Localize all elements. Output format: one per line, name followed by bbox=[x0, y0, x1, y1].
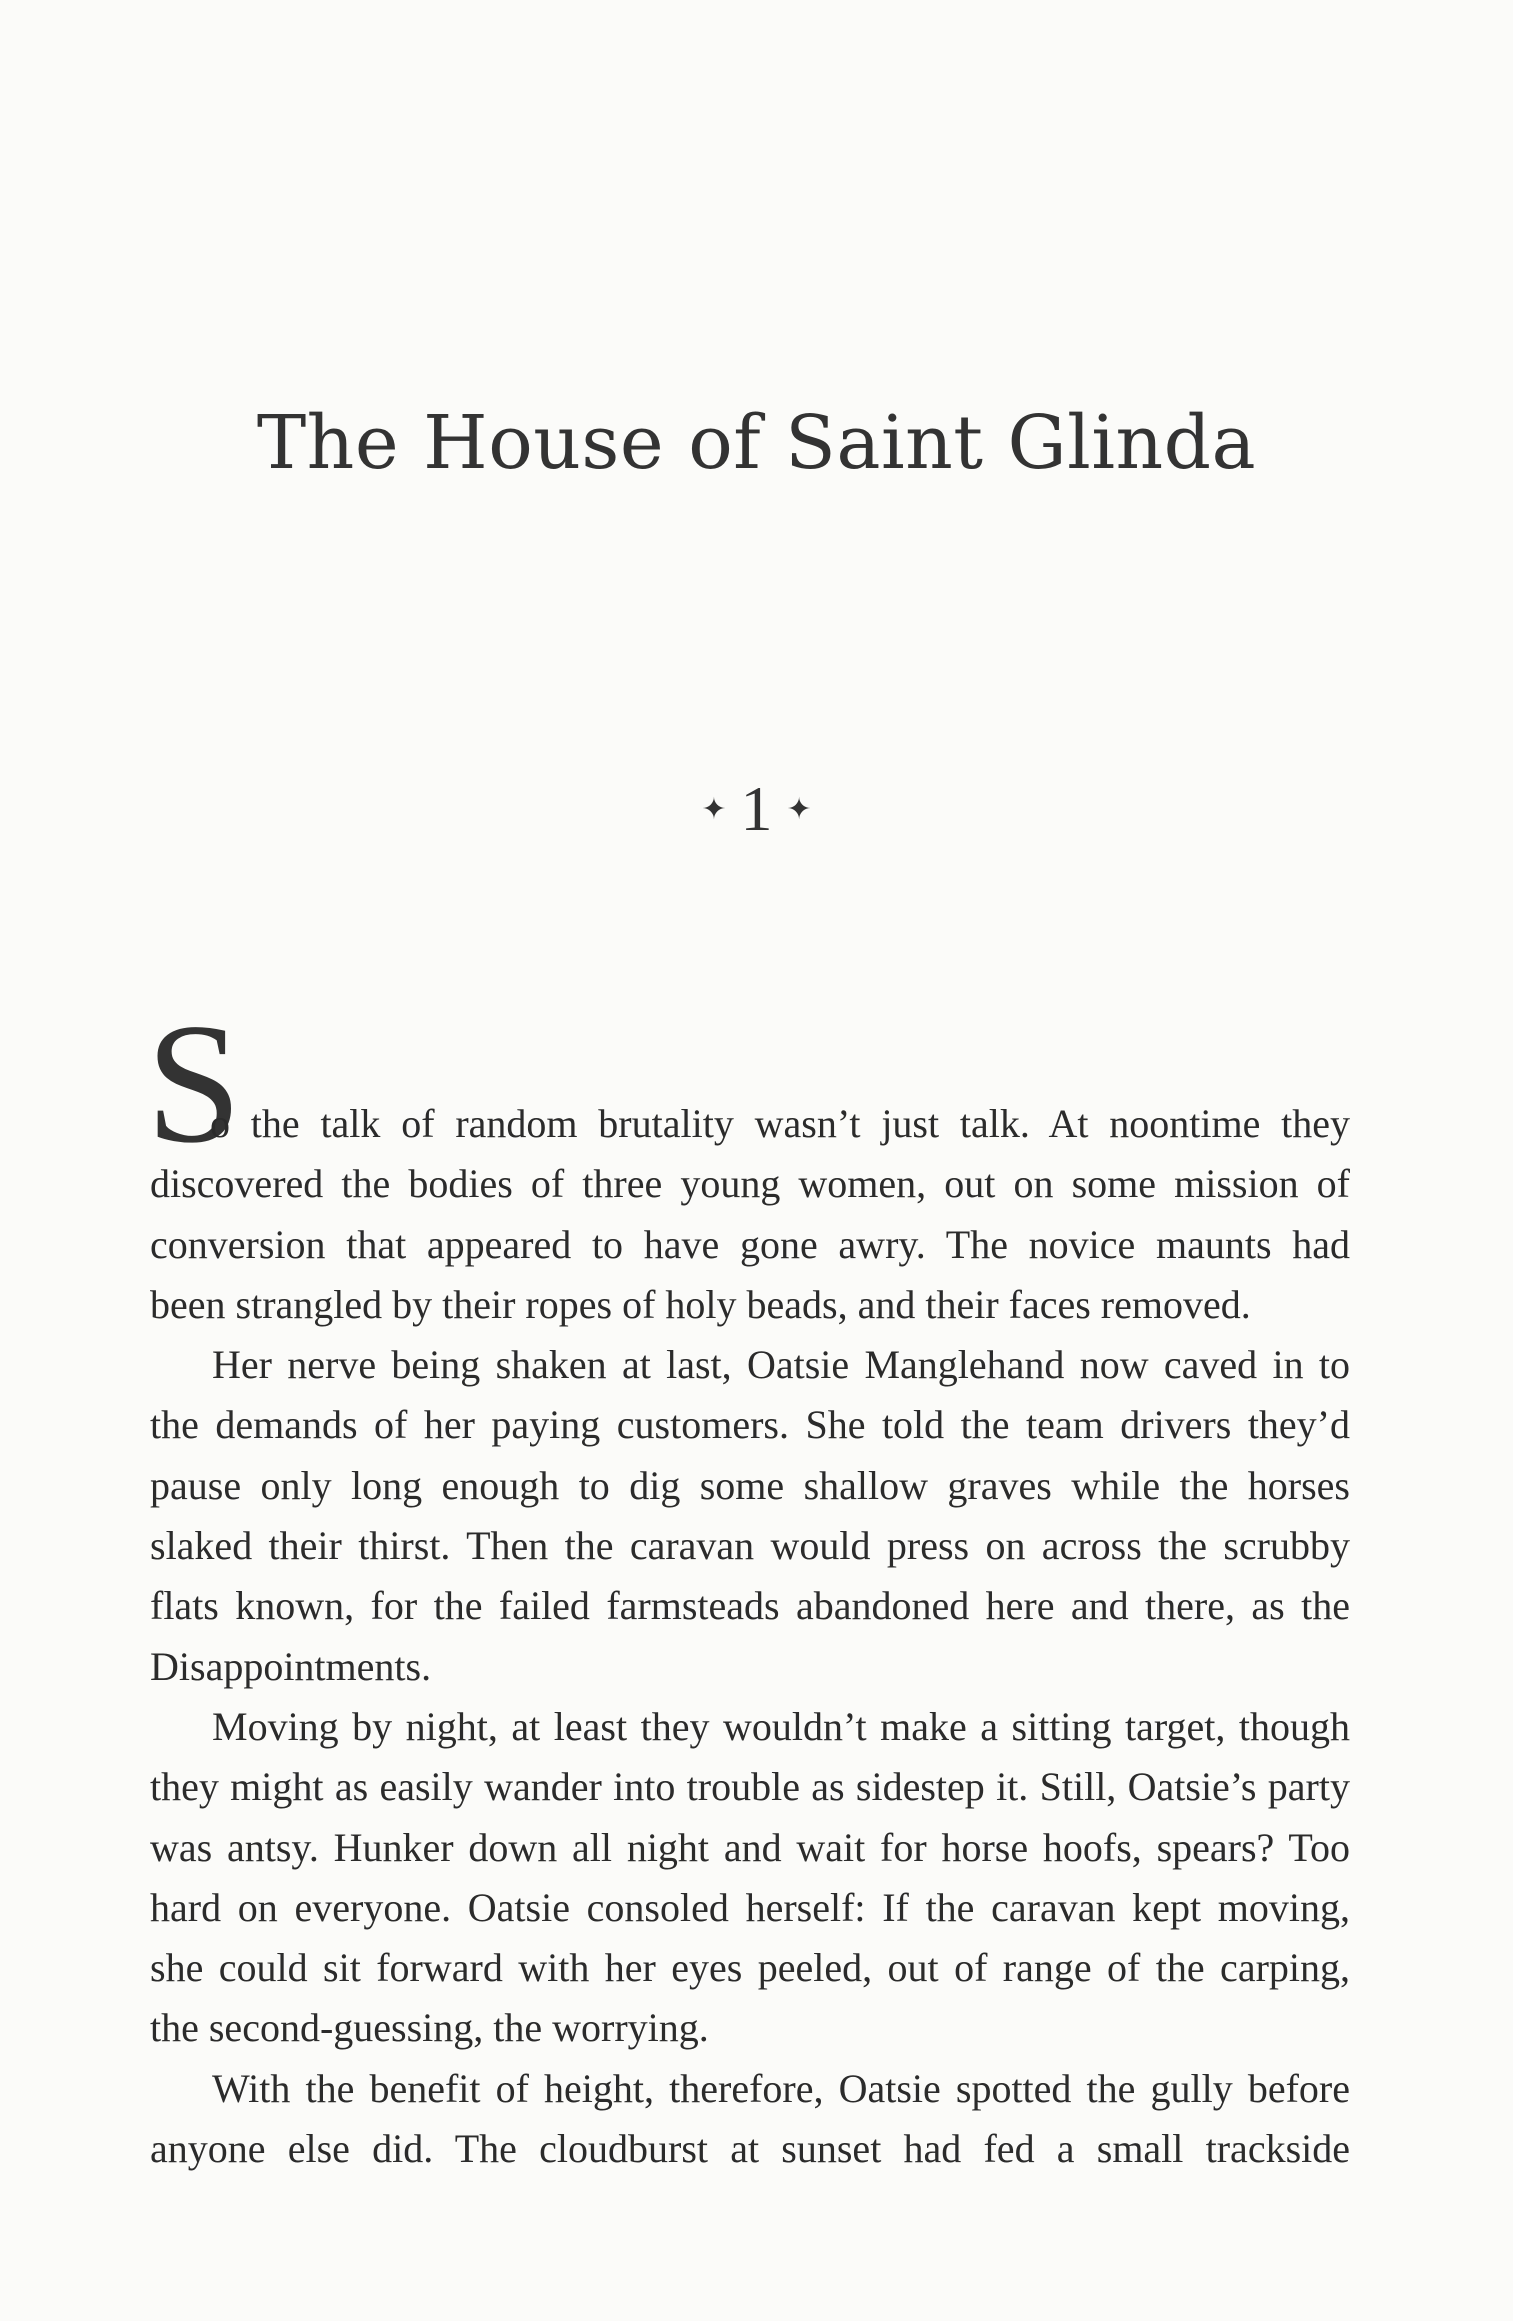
text-line: the second-guessing, the worrying. bbox=[150, 2005, 709, 2051]
text-line: Moving by night, at least they wouldn’t make a sitting target, though bbox=[212, 1703, 1350, 1749]
text-line: With the benefit of height, therefore, Oatsie spotted the gully before bbox=[212, 2065, 1350, 2111]
text-line: hard on everyone. Oatsie consoled herself: If the caravan kept moving, bbox=[150, 1884, 1350, 1930]
text-line: was antsy. Hunker down all night and wait for horse hoofs, spears? Too bbox=[150, 1824, 1350, 1870]
text-line: slaked their thirst. Then the caravan would press on across the scrubby bbox=[150, 1523, 1350, 1569]
text-line: o the talk of random brutality wasn’t just talk. At noontime they bbox=[210, 1101, 1350, 1146]
chapter-number-value: 1 bbox=[740, 773, 773, 844]
text-line: Disappointments. bbox=[150, 1643, 432, 1689]
text-line: discovered the bodies of three young women, out on some mission of bbox=[150, 1161, 1350, 1207]
text-line: Her nerve being shaken at last, Oatsie Manglehand now caved in to bbox=[212, 1342, 1350, 1388]
body-text bbox=[150, 1094, 1350, 2179]
text-line: she could sit forward with her eyes peeled, out of range of the carping, bbox=[150, 1945, 1350, 1991]
text-line: anyone else did. The cloudburst at sunset had fed a small trackside bbox=[150, 2126, 1350, 2172]
drop-cap: S bbox=[146, 989, 242, 1179]
text-line: been strangled by their ropes of holy beads, and their faces removed. bbox=[150, 1281, 1251, 1327]
chapter-title: The House of Saint Glinda bbox=[256, 400, 1257, 486]
text-line: flats known, for the failed farmsteads abandoned here and there, as the bbox=[150, 1583, 1350, 1629]
ornament-left-icon: ✦ bbox=[701, 792, 727, 826]
ornament-right-icon: ✦ bbox=[786, 792, 812, 826]
text-line: conversion that appeared to have gone awry. The novice maunts had bbox=[150, 1221, 1350, 1267]
text-line: pause only long enough to dig some shallow graves while the horses bbox=[150, 1462, 1350, 1508]
text-line: the demands of her paying customers. She told the team drivers they’d bbox=[150, 1402, 1350, 1448]
text-line: they might as easily wander into trouble as sidestep it. Still, Oatsie’s party bbox=[150, 1764, 1350, 1810]
chapter-number bbox=[0, 772, 1513, 846]
